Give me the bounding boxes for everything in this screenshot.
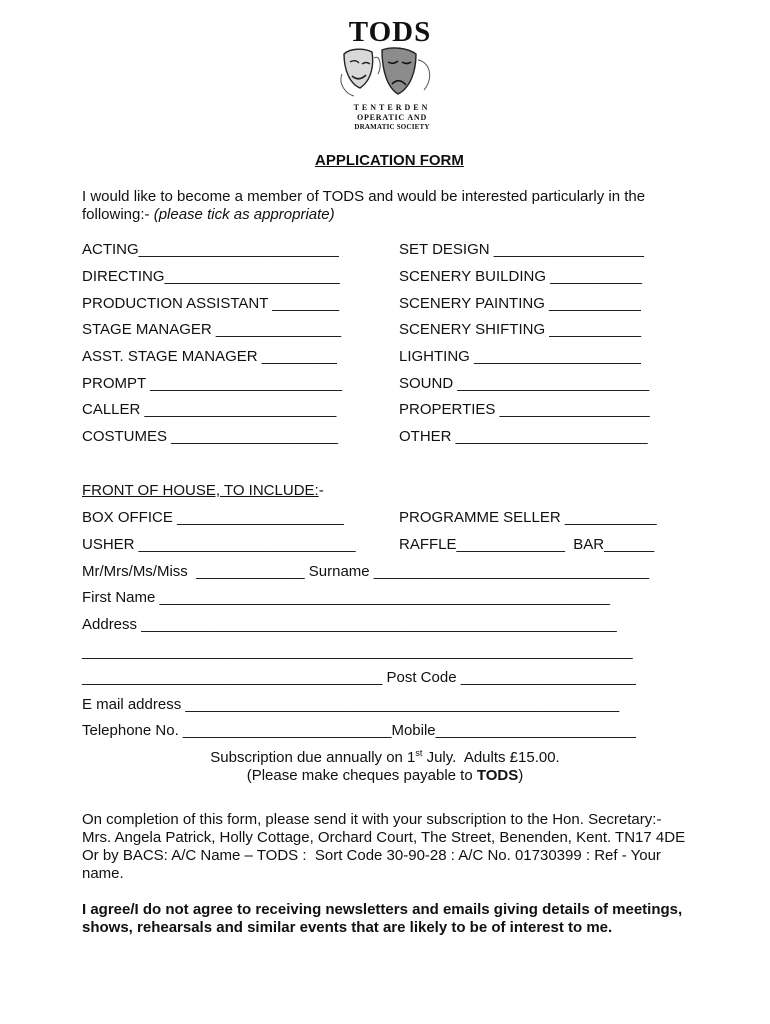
consent-line-2: shows, rehearsals and similar events that are likely to be of interest to me. bbox=[82, 919, 613, 936]
intro-prefix: following:- bbox=[82, 206, 154, 223]
role-directing[interactable]: DIRECTING_____________________ bbox=[82, 268, 340, 285]
role-production-assistant[interactable]: PRODUCTION ASSISTANT ________ bbox=[82, 295, 340, 312]
role-scenery-shifting[interactable]: SCENERY SHIFTING ___________ bbox=[399, 321, 642, 338]
role-acting[interactable]: ACTING________________________ bbox=[82, 241, 339, 258]
front-of-house-heading-text: FRONT OF HOUSE, TO INCLUDE: bbox=[82, 482, 319, 499]
telephone-mobile-field[interactable]: Telephone No. _________________________Mobile________________________ bbox=[82, 722, 636, 739]
completion-line-2: Mrs. Angela Patrick, Holly Cottage, Orchard Court, The Street, Benenden, Kent. TN17 4DE bbox=[82, 829, 686, 846]
consent-line-1[interactable]: I agree/I do not agree to receiving newsletters and emails giving details of meetings, bbox=[82, 901, 683, 918]
role-asst-stage-manager[interactable]: ASST. STAGE MANAGER _________ bbox=[82, 348, 337, 365]
logo-subtitle-3: DRAMATIC SOCIETY bbox=[354, 123, 430, 131]
foh-programme-seller[interactable]: PROGRAMME SELLER ___________ bbox=[399, 509, 657, 526]
intro-line-1: I would like to become a member of TODS and would be interested particularly in the bbox=[82, 188, 646, 205]
role-scenery-painting[interactable]: SCENERY PAINTING ___________ bbox=[399, 295, 641, 312]
front-of-house-heading-suffix: - bbox=[318, 482, 324, 499]
foh-usher[interactable]: USHER __________________________ bbox=[82, 536, 356, 553]
logo-title: TODS bbox=[348, 16, 432, 48]
role-lighting[interactable]: LIGHTING ____________________ bbox=[399, 348, 641, 365]
role-properties[interactable]: PROPERTIES __________________ bbox=[399, 401, 650, 418]
role-prompt[interactable]: PROMPT _______________________ bbox=[82, 375, 342, 392]
front-of-house-heading bbox=[82, 482, 324, 500]
address-line-2-field[interactable]: __________________________________________________________________ bbox=[82, 643, 633, 660]
theatre-masks-icon bbox=[338, 44, 442, 102]
completion-line-4: name. bbox=[82, 865, 124, 882]
subscription-line-1 bbox=[0, 749, 770, 767]
intro-line-2 bbox=[82, 206, 335, 224]
intro-note: (please tick as appropriate) bbox=[153, 206, 335, 223]
role-costumes[interactable]: COSTUMES ____________________ bbox=[82, 428, 339, 445]
logo-subtitle-2: OPERATIC AND bbox=[356, 113, 428, 122]
role-scenery-building[interactable]: SCENERY BUILDING ___________ bbox=[399, 268, 642, 285]
email-field[interactable]: E mail address ____________________________________________________ bbox=[82, 696, 620, 713]
foh-raffle-bar[interactable]: RAFFLE_____________ BAR______ bbox=[399, 536, 655, 553]
subscription-prefix: Subscription due annually on 1 bbox=[210, 749, 416, 766]
foh-box-office[interactable]: BOX OFFICE ____________________ bbox=[82, 509, 344, 526]
completion-line-3: Or by BACS: A/C Name – TODS : Sort Code 30-90-28 : A/C No. 01730399 : Ref - Your bbox=[82, 847, 661, 864]
subscription-line-2 bbox=[0, 767, 770, 785]
role-other[interactable]: OTHER _______________________ bbox=[399, 428, 648, 445]
address-field[interactable]: Address _________________________________________________________ bbox=[82, 616, 617, 633]
subscription-sup: st bbox=[415, 748, 423, 758]
cheque-suffix: ) bbox=[518, 767, 524, 784]
logo-subtitle-1: TENTERDEN bbox=[353, 103, 431, 112]
role-sound[interactable]: SOUND _______________________ bbox=[399, 375, 650, 392]
cheque-payee: TODS bbox=[476, 767, 519, 784]
completion-line-1: On completion of this form, please send it with your subscription to the Hon. Secretary:- bbox=[82, 811, 662, 828]
role-stage-manager[interactable]: STAGE MANAGER _______________ bbox=[82, 321, 342, 338]
first-name-field[interactable]: First Name ______________________________________________________ bbox=[82, 589, 610, 606]
tods-logo bbox=[330, 14, 450, 134]
postcode-field[interactable]: ____________________________________ Post Code _____________________ bbox=[82, 669, 636, 686]
title-surname-field[interactable]: Mr/Mrs/Ms/Miss _____________ Surname _________________________________ bbox=[82, 563, 650, 580]
subscription-suffix: July. Adults £15.00. bbox=[422, 749, 560, 766]
form-title: APPLICATION FORM bbox=[315, 152, 464, 169]
role-caller[interactable]: CALLER _______________________ bbox=[82, 401, 337, 418]
role-set-design[interactable]: SET DESIGN __________________ bbox=[399, 241, 644, 258]
cheque-prefix: (Please make cheques payable to bbox=[246, 767, 477, 784]
